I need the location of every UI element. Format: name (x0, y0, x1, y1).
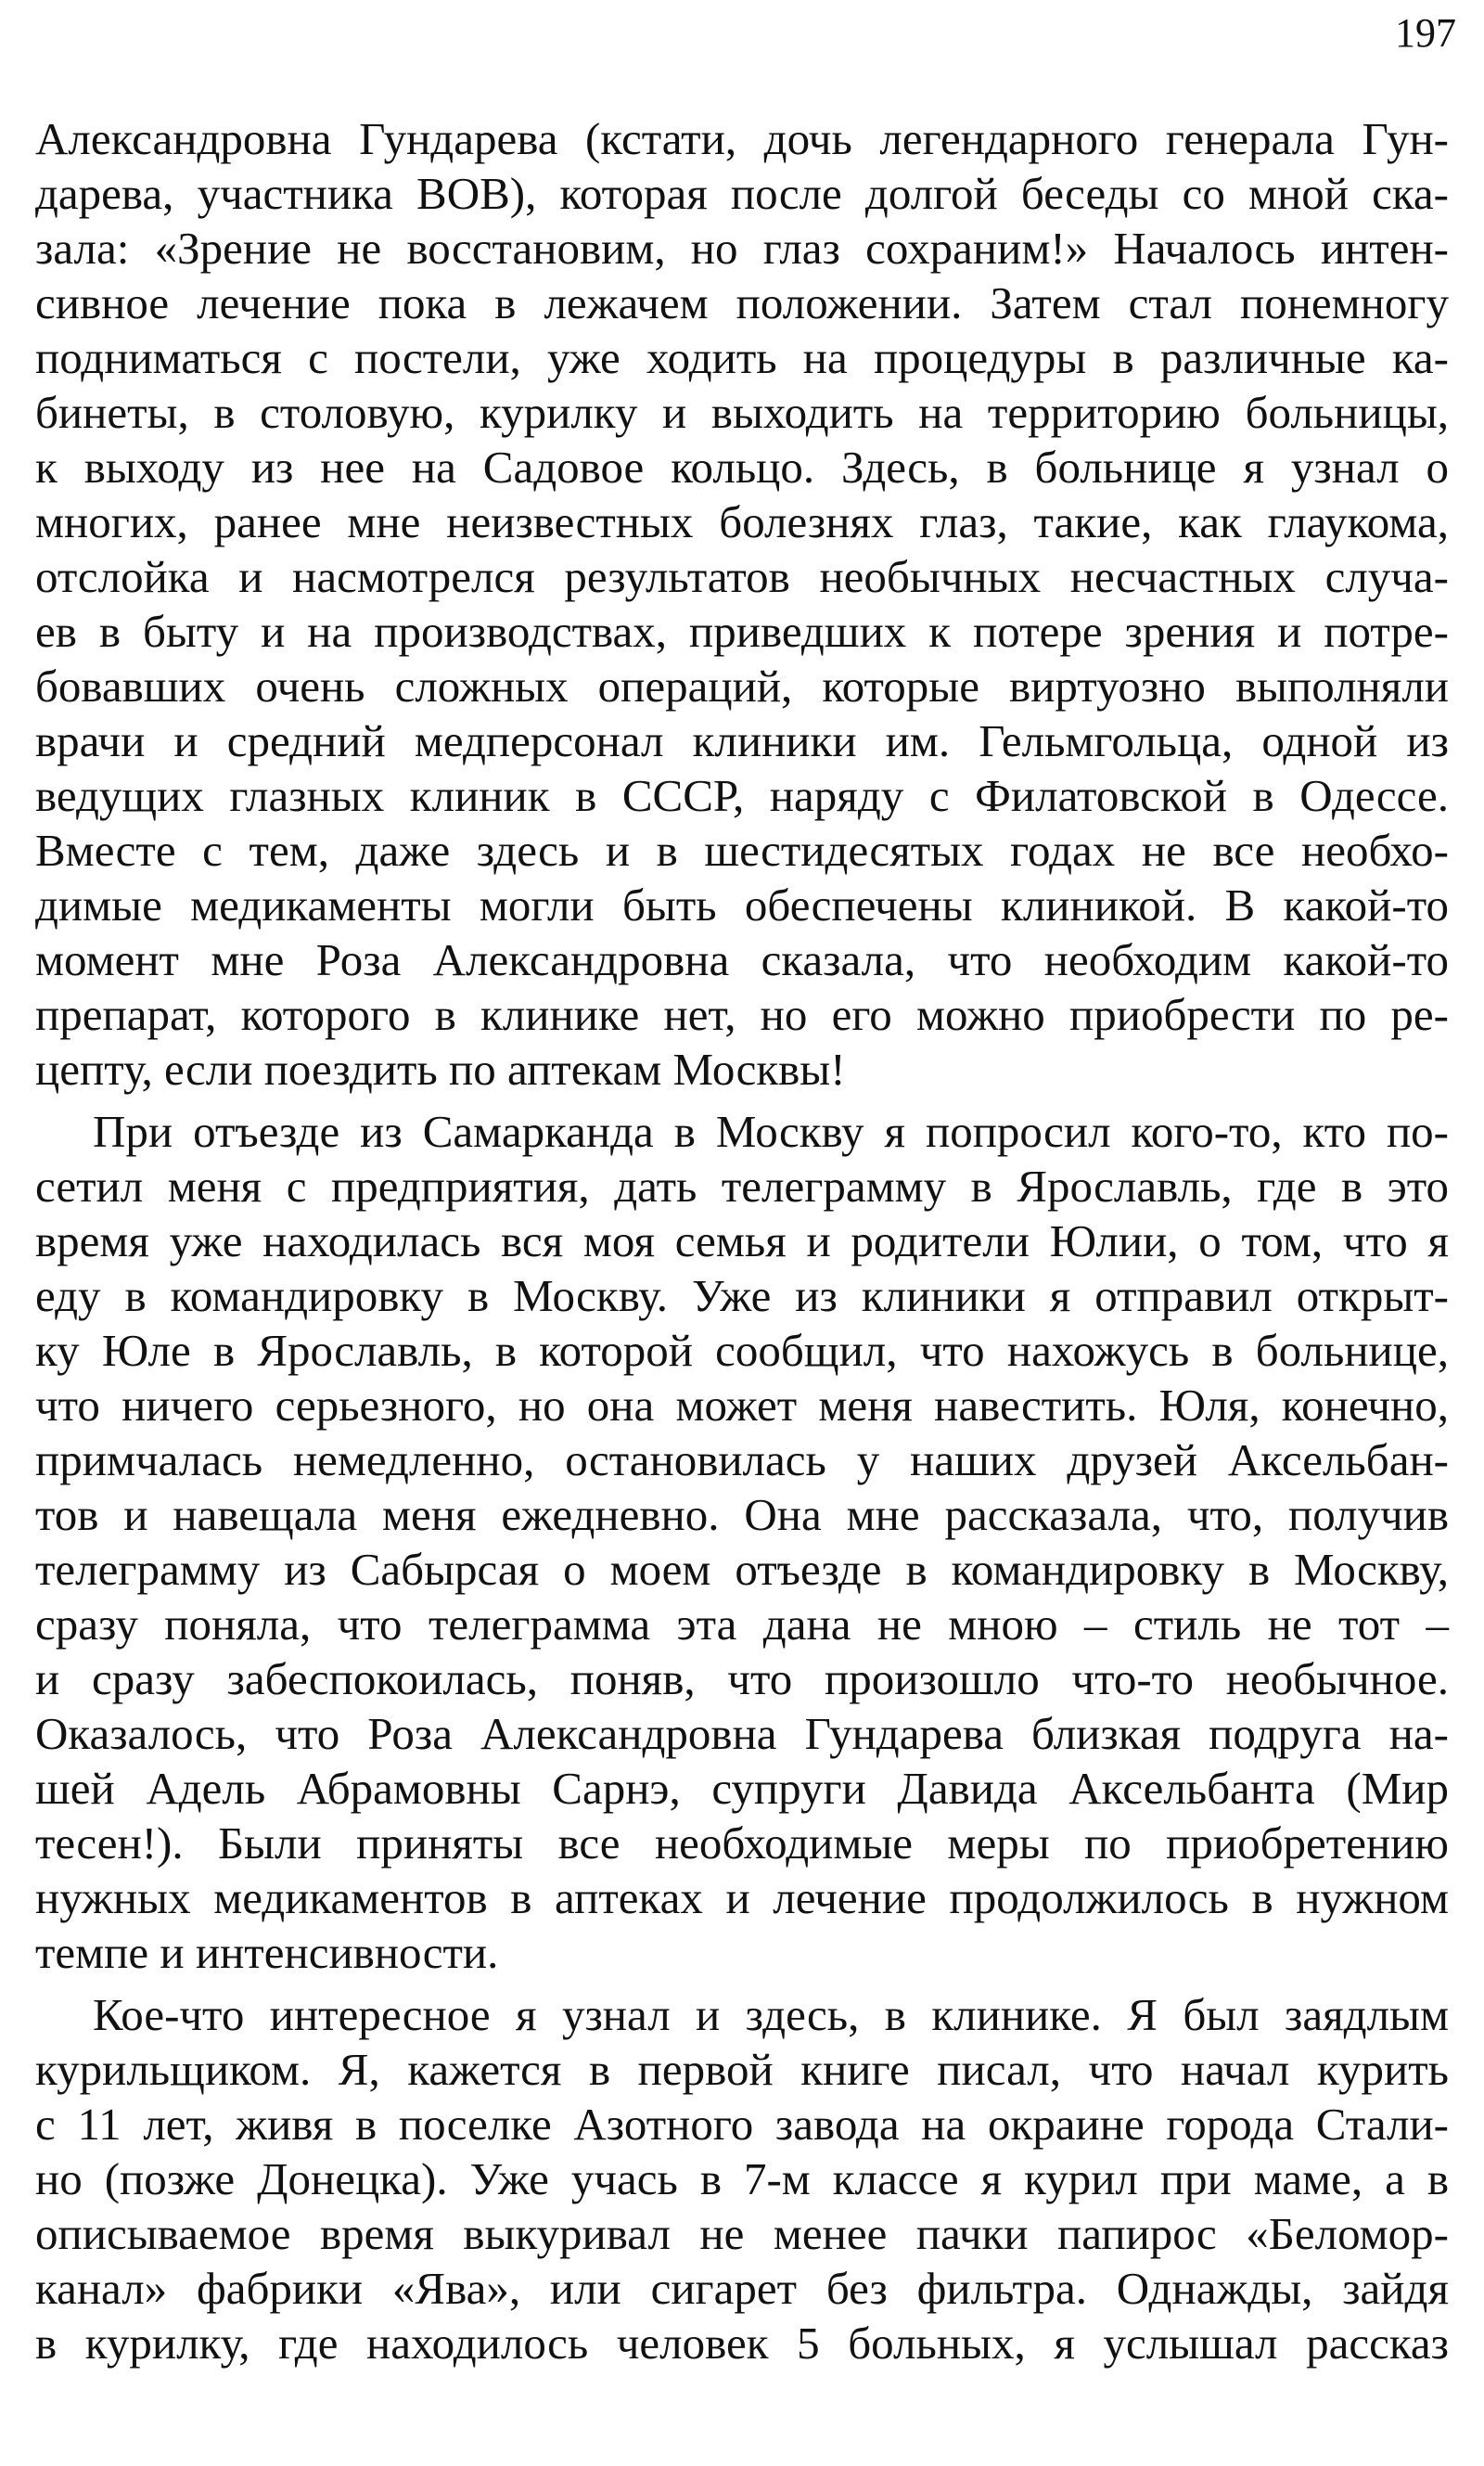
paragraph (35, 111, 1449, 1097)
text-line: и сразу забеспокоилась, поняв, что произошло что-то необычное. (35, 1653, 1449, 1704)
paragraph-gap (35, 1097, 1449, 1104)
text-line: примчалась немедленно, остановилась у наших друзей Аксельбан- (35, 1434, 1449, 1485)
text-line: препарат, которого в клинике нет, но его можно приобрести по ре- (35, 989, 1449, 1040)
text-line: Оказалось, что Роза Александровна Гундарева близкая подруга на- (35, 1708, 1449, 1759)
page-number: 197 (1395, 10, 1456, 56)
text-line: подниматься с постели, уже ходить на процедуры в различные ка- (35, 332, 1449, 383)
text-line: сивное лечение пока в лежачем положении. Затем стал понемногу (35, 277, 1449, 328)
text-line: телеграмму из Сабырсая о моем отъезде в командировку в Москву, (35, 1544, 1449, 1595)
text-line: сразу поняла, что телеграмма эта дана не мною – стиль не тот – (35, 1599, 1449, 1650)
text-line: момент мне Роза Александровна сказала, что необходим какой-то (35, 934, 1449, 985)
text-line: дарева, участника ВОВ), которая после долгой беседы со мной ска- (35, 168, 1449, 219)
paragraph (35, 1104, 1449, 1980)
text-line: тесен!). Были приняты все необходимые меры по приобретению (35, 1817, 1449, 1869)
text-line: с 11 лет, живя в поселке Азотного завода на окраине города Стали- (35, 2099, 1449, 2150)
text-line: нужных медикаментов в аптеках и лечение продолжилось в нужном (35, 1872, 1449, 1923)
text-line: бинеты, в столовую, курилку и выходить на территорию больницы, (35, 387, 1449, 438)
paragraph-gap (35, 1980, 1449, 1987)
text-line: Александровна Гундарева (кстати, дочь легендарного генерала Гун- (35, 113, 1449, 164)
text-line: еду в командировку в Москву. Уже из клиники я отправил открыт- (35, 1270, 1449, 1321)
text-line: тов и навещала меня ежедневно. Она мне рассказала, что, получив (35, 1489, 1449, 1540)
text-line: описываемое время выкуривал не менее пачки папирос «Беломор- (35, 2208, 1449, 2259)
text-line: сетил меня с предприятия, дать телеграмму в Ярославль, где в это (35, 1161, 1449, 1212)
text-line: цепту, если поездить по аптекам Москвы! (35, 1044, 846, 1095)
text-line: что ничего серьезного, но она может меня навестить. Юля, конечно, (35, 1380, 1449, 1431)
text-line: Кое-что интересное я узнал и здесь, в клинике. Я был заядлым (93, 1989, 1449, 2040)
text-line: бовавших очень сложных операций, которые виртуозно выполняли (35, 661, 1449, 712)
text-line: шей Адель Абрамовны Сарнэ, супруги Давида Аксельбанта (Мир (35, 1763, 1449, 1814)
text-line: ведущих глазных клиник в СССР, наряду с Филатовской в Одессе. (35, 770, 1449, 821)
text-line: димые медикаменты могли быть обеспечены клиникой. В какой-то (35, 880, 1449, 931)
text-line: к выходу из нее на Садовое кольцо. Здесь, в больнице я узнал о (35, 442, 1449, 493)
text-line: время уже находилась вся моя семья и родители Юлии, о том, что я (35, 1215, 1449, 1266)
text-line: темпе и интенсивности. (35, 1927, 499, 1978)
text-line: врачи и средний медперсонал клиники им. Гельмгольца, одной из (35, 715, 1449, 766)
text-line: многих, ранее мне неизвестных болезнях глаз, такие, как глаукома, (35, 496, 1449, 547)
text-line: Вместе с тем, даже здесь и в шестидесятых годах не все необхо- (35, 825, 1449, 876)
text-line: зала: «Зрение не восстановим, но глаз сохраним!» Началось интен- (35, 223, 1449, 274)
paragraph (35, 1987, 1449, 2370)
text-line: При отъезде из Самарканда в Москву я попросил кого-то, кто по- (93, 1106, 1449, 1157)
body-text (35, 111, 1449, 2370)
text-line: ку Юле в Ярославль, в которой сообщил, что нахожусь в больнице, (35, 1325, 1449, 1376)
text-line: курильщиком. Я, кажется в первой книге писал, что начал курить (35, 2044, 1449, 2095)
text-line: но (позже Донецка). Уже учась в 7-м классе я курил при маме, а в (35, 2153, 1449, 2204)
text-line: отслойка и насмотрелся результатов необычных несчастных случа- (35, 551, 1449, 602)
text-line: в курилку, где находилось человек 5 больных, я услышал рассказ (35, 2318, 1449, 2369)
text-line: канал» фабрики «Ява», или сигарет без фильтра. Однажды, зайдя (35, 2263, 1449, 2314)
text-line: ев в быту и на производствах, приведших к потере зрения и потре- (35, 606, 1449, 657)
